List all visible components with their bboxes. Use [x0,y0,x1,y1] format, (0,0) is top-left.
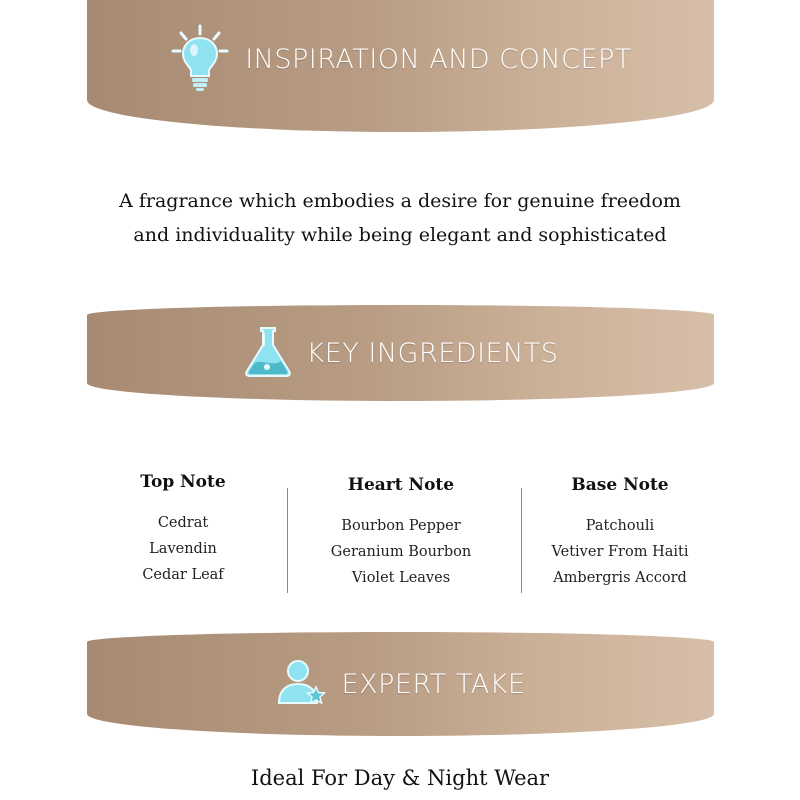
heart-note-column [315,475,487,591]
concept-line-1: A fragrance which embodies a desire for genuine freedom [119,190,681,212]
top-note-item: Cedar Leaf [142,567,224,583]
expert-description: Ideal For Day & Night Wear [250,766,550,790]
top-note-item: Lavendin [149,541,217,557]
base-note-item: Vetiver From Haiti [551,544,689,560]
concept-description [60,184,740,252]
top-note-column [108,472,258,588]
base-note-title: Base Note [571,475,669,495]
lightbulb-icon [169,22,231,96]
heart-note-item: Violet Leaves [351,570,451,586]
top-note-title: Top Note [140,472,226,492]
inspiration-banner [87,0,714,132]
column-divider [521,488,522,593]
inspiration-title: INSPIRATION AND CONCEPT [245,43,632,75]
flask-icon [243,325,293,381]
top-note-item: Cedrat [157,515,209,531]
heart-note-item: Geranium Bourbon [330,544,472,560]
ingredients-banner [87,305,714,401]
expert-title: EXPERT TAKE [341,668,526,700]
expert-banner [87,632,714,736]
column-divider [287,488,288,593]
base-note-item: Patchouli [585,518,655,534]
heart-note-item: Bourbon Pepper [341,518,461,534]
heart-note-title: Heart Note [347,475,455,495]
base-note-item: Ambergris Accord [553,570,687,586]
user-star-icon [276,657,328,711]
concept-line-2: and individuality while being elegant and sophisticated [133,224,667,246]
ingredients-title: KEY INGREDIENTS [306,337,559,369]
base-note-column [530,475,710,591]
